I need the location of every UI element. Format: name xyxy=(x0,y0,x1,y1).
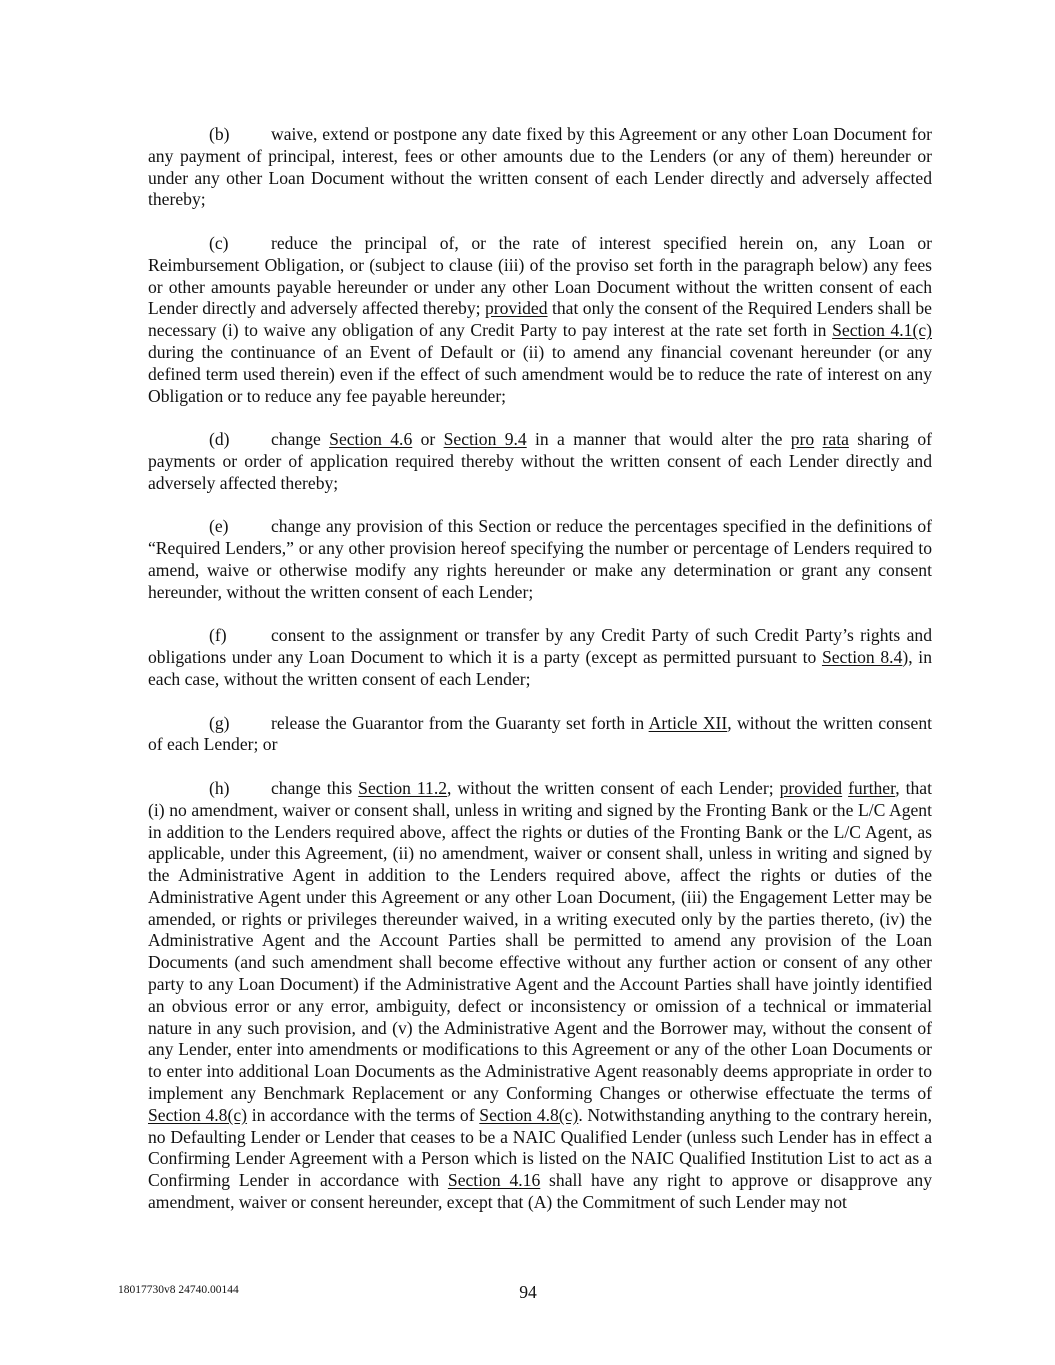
cross-reference: Section 4.1(c) xyxy=(832,320,932,341)
clause-paragraph xyxy=(148,713,932,757)
cross-reference: Section 9.4 xyxy=(443,429,527,450)
clause-text: or xyxy=(412,429,444,450)
clause-text: waive, extend or postpone any date fixed by this Agreement or any other Loan Document for any payment of principal, interest, fees or other amounts due to the Lenders (or any of them) hereunder or under any other Loan Document without the written consent of each Lender directly and adversely affected thereby; xyxy=(148,124,932,210)
clause-paragraph xyxy=(148,124,932,211)
clause-paragraph xyxy=(148,625,932,690)
cross-reference: Section 4.6 xyxy=(329,429,413,450)
clause-label: (e) xyxy=(209,516,229,537)
clause-label: (f) xyxy=(209,625,227,646)
clause-text: during the continuance of an Event of Default or (ii) to amend any financial covenant hereunder (or any defined term used therein) even if the effect of such amendment would be to reduce the rate of interest on any Obligation or to reduce any fee payable hereunder; xyxy=(148,341,932,406)
document-id-footer: 18017730v8 24740.00144 xyxy=(118,1284,239,1296)
clause-text: . Notwithstanding anything to the contrary herein, no Defaulting Lender or Lender that ceases to be a NAIC Qualified Lender (unless such Lender has in effect a Confirming Lender Agreement with a Person which is listed on the NAIC Qualified Institution List to act as a Confirming Lender in accordance with xyxy=(148,1104,932,1191)
clause-label: (h) xyxy=(209,777,230,798)
clause-text: sharing of payments or order of application required thereby without the written consent of each Lender directly and adversely affected thereby; xyxy=(148,429,933,493)
cross-reference: provided xyxy=(779,777,843,798)
clause-paragraph xyxy=(148,429,932,494)
cross-reference: Section 4.8(c) xyxy=(479,1104,579,1125)
cross-reference: further xyxy=(848,777,896,798)
clause-text: ), in each case, without the written consent of each Lender; xyxy=(148,647,932,689)
cross-reference: Section 11.2 xyxy=(358,777,448,798)
page-number: 94 xyxy=(519,1282,537,1302)
cross-reference: Section 8.4 xyxy=(821,647,903,668)
clause-text: reduce the principal of, or the rate of interest specified herein on, any Loan or Reimbursement Obligation, or (subject to clause (iii) of the proviso set forth in the paragraph below) any fees or other amounts payable hereunder or under any other Loan Document without the written consent of each Lender directly and adversely affected thereby; xyxy=(148,232,932,319)
clause-paragraph xyxy=(148,778,932,1214)
clause-text: in a manner that would alter the xyxy=(526,429,791,450)
cross-reference: rata xyxy=(822,429,849,450)
document-body xyxy=(148,124,932,1214)
clause-label: (g) xyxy=(209,712,230,733)
cross-reference: Article XII xyxy=(648,712,728,733)
clause-text: , without the written consent of each Lender; or xyxy=(148,712,933,755)
clause-label: (b) xyxy=(209,124,230,144)
clause-text: , without the written consent of each Lender; xyxy=(447,777,780,798)
clause-text xyxy=(814,429,822,449)
cross-reference: Section 4.16 xyxy=(447,1170,541,1191)
clause-text: change xyxy=(271,429,330,450)
clause-text: in accordance with the terms of xyxy=(247,1104,480,1125)
clause-text: release the Guarantor from the Guaranty set forth in xyxy=(271,712,649,733)
clause-paragraph xyxy=(148,516,932,603)
cross-reference: Section 4.8(c) xyxy=(148,1104,248,1125)
clause-text: change any provision of this Section or reduce the percentages specified in the definitions of “Required Lenders,” or any other provision hereof specifying the number or percentage of Lenders required to amend, waive or otherwise modify any rights hereunder or make any determination or grant any consent hereunder, without the written consent of each Lender; xyxy=(148,516,932,602)
clause-text: consent to the assignment or transfer by any Credit Party of such Credit Party’s rights and obligations under any Loan Document to which it is a party (except as permitted pursuant to xyxy=(148,625,932,668)
cross-reference: provided xyxy=(484,298,548,319)
clause-paragraph xyxy=(148,233,932,407)
clause-text: change this xyxy=(271,777,359,798)
cross-reference: pro xyxy=(790,429,815,450)
clause-label: (c) xyxy=(209,232,229,253)
clause-text: shall have any right to approve or disapprove any amendment, waiver or consent hereunder, except that (A) the Commitment of such Lender may not xyxy=(148,1170,932,1213)
clause-text: , that (i) no amendment, waiver or consent shall, unless in writing and signed by the Fronting Bank or the L/C Agent in addition to the Lenders required above, affect the rights or duties of the Fronting Bank or the L/C Agent, as applicable, under this Agreement, (ii) no amendment, waiver or consent shall, unless in writing and signed by the Administrative Agent in addition to the Lenders required above, affect the rights or duties of the Administrative Agent under this Agreement or any other Loan Document, (iii) the Engagement Letter may be amended, or rights or privileges thereunder waived, in a writing executed only by the parties thereto, (iv) the Administrative Agent and the Account Parties shall be permitted to amend any provision of the Loan Documents (and such amendment shall become effective without any further action or consent of any other party to any Loan Document) if the Administrative Agent and the Account Parties shall have jointly identified an obvious error or any error, ambiguity, defect or inconsistency or omission of a technical or immaterial nature in any such provision, and (v) the Administrative Agent and the Borrower may, without the consent of any Lender, enter into amendments or modifications to this Agreement or any of the other Loan Documents or to enter into additional Loan Documents as the Administrative Agent reasonably deems appropriate in order to implement any Benchmark Replacement or any Conforming Changes or otherwise effectuate the terms of xyxy=(148,777,932,1104)
clause-text: that only the consent of the Required Lenders shall be necessary (i) to waive any obligation of any Credit Party to pay interest at the rate set forth in xyxy=(148,298,932,341)
clause-label: (d) xyxy=(209,429,230,450)
